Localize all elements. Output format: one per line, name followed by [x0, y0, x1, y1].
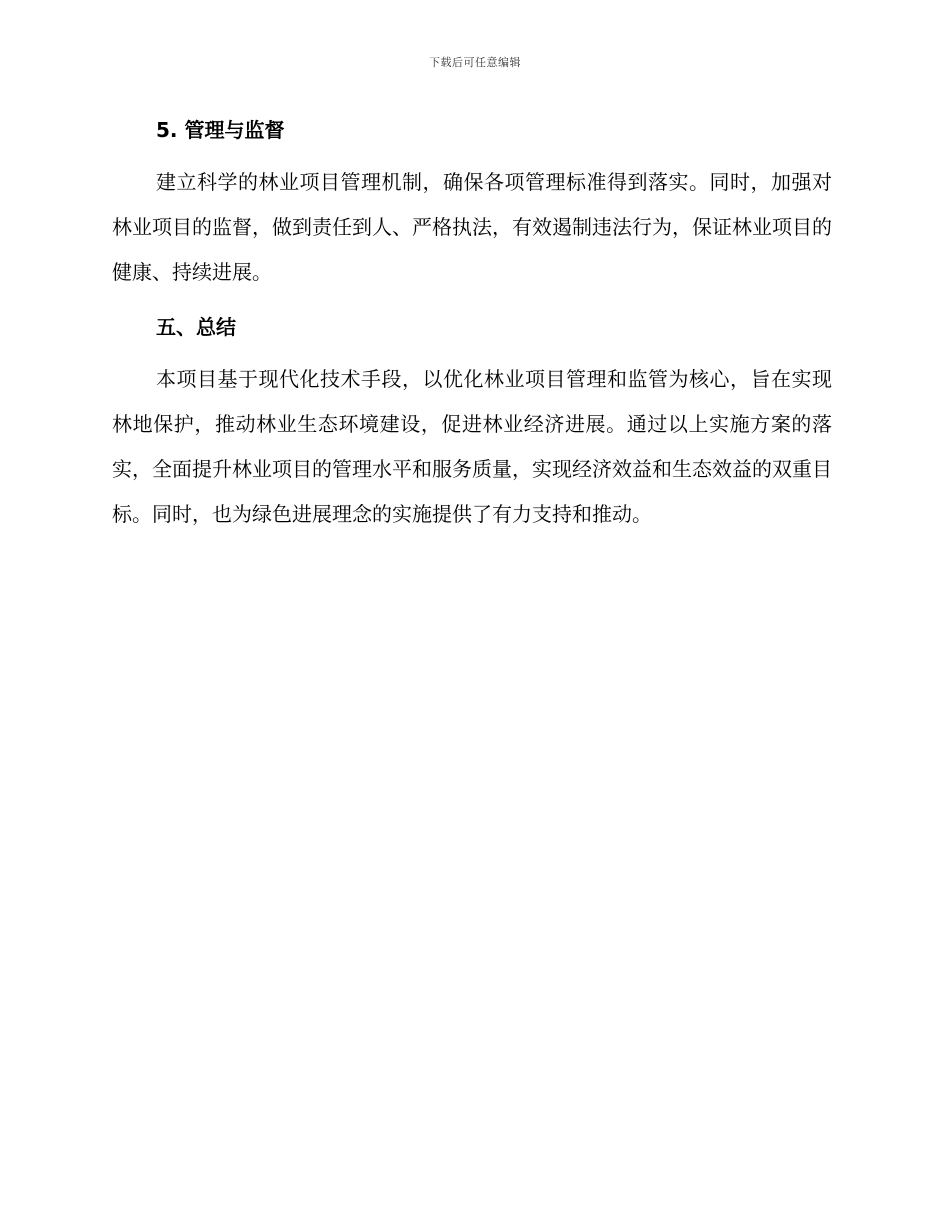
section-heading-management: 5. 管理与监督: [156, 118, 285, 142]
page-header-note: 下载后可任意编辑: [429, 56, 521, 69]
section-heading-summary: 五、总结: [156, 315, 236, 339]
section-paragraph-management: 建立科学的林业项目管理机制，确保各项管理标准得到落实。同时，加强对林业项目的监督，做到责任到人、严格执法，有效遏制违法行为，保证林业项目的健康、持续进展。: [112, 170, 832, 284]
section-paragraph-summary: 本项目基于现代化技术手段，以优化林业项目管理和监管为核心，旨在实现林地保护，推动林业生态环境建设，促进林业经济进展。通过以上实施方案的落实，全面提升林业项目的管理水平和服务质量，实现经济效益和生态效益的双重目标。同时，也为绿色进展理念的实施提供了有力支持和推动。: [112, 367, 832, 526]
document-body: [112, 110, 832, 537]
